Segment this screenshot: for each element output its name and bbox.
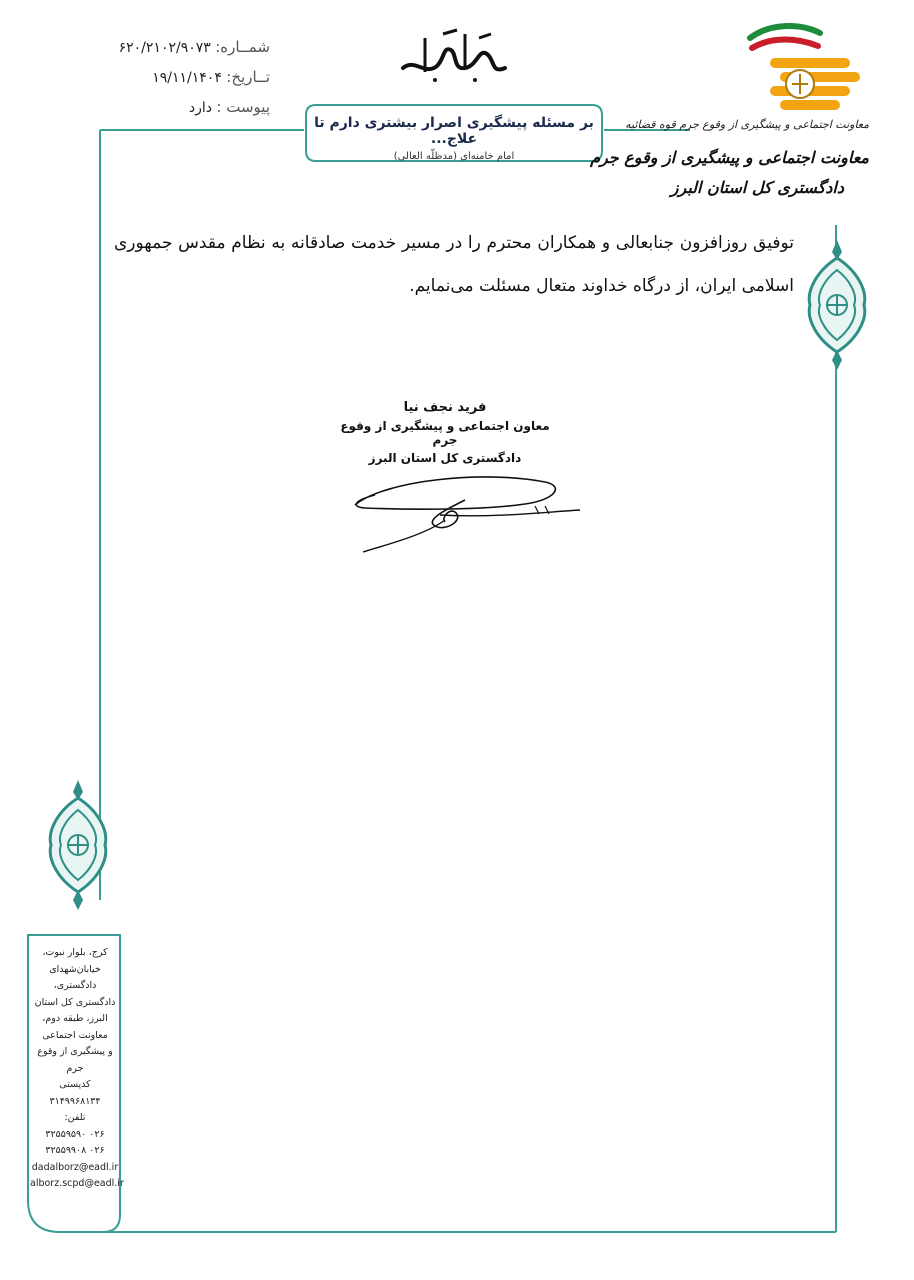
address-line: خیابان‌شهدای xyxy=(49,963,101,975)
email-address[interactable]: dadalborz@eadl.ir xyxy=(31,1161,119,1173)
signature-block xyxy=(330,400,560,465)
address-line: و پیشگیری از وقوع xyxy=(37,1046,113,1057)
basmala-calligraphy xyxy=(395,28,515,86)
address-line: دادگستری کل استان xyxy=(34,996,116,1008)
judiciary-logo xyxy=(740,18,860,118)
address-line: کدپستی xyxy=(59,1079,91,1090)
address-line: کرج، بلوار نبوت، xyxy=(42,947,108,958)
letter-body: توفیق روزافزون جنابعالی و همکاران محترم را در مسیر خدمت صادقانه به نظام مقدس جمهوری اسلامی ایران، از درگاه خداوند متعال مسئلت می‌نمایم. xyxy=(114,233,794,296)
motto-text: بر مسئله پیشگیری اصرار بیشتری دارم تا علاج... xyxy=(314,115,594,147)
signer-name: فرید نجف نیا xyxy=(403,400,487,415)
signer-org: دادگستری کل استان البرز xyxy=(368,451,522,465)
org-parent-name: معاونت اجتماعی و پیشگیری از وقوع جرم قوه قضائیه xyxy=(625,118,869,131)
right-ornament xyxy=(806,240,868,370)
postal-code: ۳۱۴۹۹۶۸۱۳۴ xyxy=(49,1095,101,1107)
left-ornament xyxy=(47,780,109,910)
footer-address xyxy=(30,945,124,1193)
handwritten-signature xyxy=(345,460,585,555)
email-address[interactable]: alborz.scpd@eadl.ir xyxy=(30,1178,124,1189)
letter-number xyxy=(120,38,270,56)
letter-attachment xyxy=(120,98,270,116)
signer-title: معاون اجتماعی و پیشگیری از وقوع جرم xyxy=(340,419,550,447)
org-court-name: دادگستری کل استان البرز xyxy=(670,178,844,197)
phone-label: تلفن: xyxy=(64,1112,86,1123)
phone-number: ۰۲۶ ۳۲۵۵۹۵۹۰ xyxy=(45,1128,105,1140)
letter-date-value: ۱۹/۱۱/۱۴۰۴ xyxy=(152,70,222,86)
letter-date-label: تــاریخ: xyxy=(226,68,270,86)
address-line: معاونت اجتماعی xyxy=(42,1029,108,1041)
letter-number-label: شمــاره: xyxy=(215,38,270,56)
letter-date xyxy=(120,68,270,86)
phone-number: ۰۲۶ ۳۲۵۵۹۹۰۸ xyxy=(45,1145,105,1156)
motto-content xyxy=(304,103,604,162)
address-line: جرم xyxy=(66,1062,84,1074)
address-line: دادگستری، xyxy=(53,980,97,991)
letter-number-value: ۶۲۰/۲۱۰۲/۹۰۷۳ xyxy=(118,40,211,56)
motto-author: امام خامنه‌ای (مدظلّه العالی) xyxy=(393,151,515,162)
letter-attachment-label: پیوست : xyxy=(216,98,270,116)
letter-attachment-value: دارد xyxy=(188,100,212,116)
address-line: البرز، طبقه دوم، xyxy=(42,1013,108,1024)
org-deputy-name: معاونت اجتماعی و پیشگیری از وقوع جرم xyxy=(590,148,869,167)
motto-box xyxy=(304,103,604,163)
